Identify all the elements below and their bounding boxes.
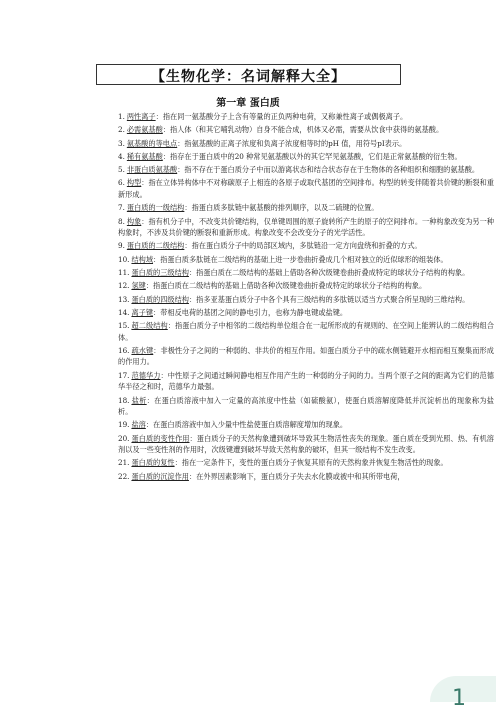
glossary-entry [118, 457, 494, 469]
entry-number: 7. [118, 203, 125, 213]
entry-number: 4. [118, 151, 125, 161]
glossary-entry [118, 419, 494, 431]
glossary-entry [118, 307, 494, 319]
entry-definition: ：带相反电荷的基团之间的静电引力，也称为静电键或盐键。 [153, 307, 348, 317]
entry-definition: ：指蛋白质分子中相邻的二级结构单位组合在一起所形成的有规则的、在空间上能辨认的二级结构组合体。 [118, 321, 494, 342]
entry-term: 蛋白质的沉淀作用 [131, 471, 189, 481]
glossary-entry [118, 164, 494, 176]
chapter-heading: 第一章 蛋白质 [216, 98, 280, 109]
entry-term: 氢键 [131, 281, 146, 291]
entry-term: 两性离子 [126, 112, 156, 121]
glossary-entry [118, 395, 494, 418]
entry-definition: ：指在一定条件下，变性的蛋白质分子恢复其原有的天然构象并恢复生物活性的现象。 [174, 458, 448, 468]
glossary-entry [118, 177, 494, 200]
entry-definition: ：指蛋白质多肽链中氨基酸的排列顺序，以及二硫键的位置。 [184, 203, 379, 213]
entry-number: 11. [118, 267, 130, 277]
entry-definition: ：非极性分子之间的一种弱的、非共价的相互作用。如蛋白质分子中的疏水侧链避开水相而相互聚集而形成的作用力。 [118, 345, 494, 367]
entry-term: 范德华力 [131, 370, 161, 380]
entry-definition: ：在蛋白质溶液中加入少量中性盐使蛋白质溶解度增加的现象。 [145, 420, 348, 430]
entry-term: 疏水键 [131, 345, 154, 355]
entry-number: 17. [118, 370, 130, 380]
glossary-entry [118, 138, 494, 150]
entry-number: 13. [118, 294, 130, 304]
title-box [96, 64, 401, 85]
page-number: 1 [452, 686, 466, 711]
entry-definition: ：蛋白质分子的天然构象遭到破坏导致其生物活性丧失的现象。蛋白质在受到光照、热、有机溶剂以及一些变性剂的作用时，次级键遭到破坏导致天然构象的破坏，但其一级结构不发生改变。 [118, 433, 494, 455]
glossary-entry [118, 280, 494, 292]
entry-number: 2. [118, 125, 125, 135]
entry-number: 1. [118, 112, 125, 121]
entry-term: 蛋白质的二级结构 [126, 241, 185, 251]
entry-term: 蛋白质的四级结构 [131, 294, 189, 304]
entry-term: 蛋白质的三级结构 [131, 267, 189, 277]
glossary-entry [118, 370, 494, 393]
entry-term: 蛋白质的复性 [131, 458, 175, 468]
entry-definition: ：指蛋白质多肽链在二级结构的基础上进一步卷曲折叠成几个相对独立的近似球形的组装体。 [153, 254, 448, 264]
glossary-entry [118, 345, 494, 368]
glossary-entry [118, 267, 494, 279]
glossary-entry [118, 471, 494, 483]
glossary-list [118, 111, 494, 484]
glossary-entry [118, 433, 494, 456]
entry-number: 12. [118, 281, 130, 291]
glossary-entry [118, 202, 494, 214]
entry-definition: ：指氨基酸的正离子浓度和负离子浓度相等时的pH 值，用符号pI表示。 [177, 138, 407, 148]
entry-term: 蛋白质的变性作用 [131, 433, 190, 443]
entry-number: 10. [118, 254, 130, 264]
glossary-entry [118, 240, 494, 252]
entry-definition: ：指在蛋白质分子中的局部区域内，多肽链沿一定方向盘绕和折叠的方式。 [184, 241, 422, 251]
entry-number: 14. [118, 307, 130, 317]
entry-term: 构象 [126, 216, 142, 226]
entry-definition: ：指人体（和其它哺乳动物）自身不能合成，机体又必需，需要从饮食中获得的氨基酸。 [162, 125, 444, 135]
glossary-entry [118, 294, 494, 306]
entry-definition: ：指蛋白质在二级结构的基础上借助各种次级键卷曲折叠成特定的球状分子结构的构象。 [188, 267, 470, 277]
entry-number: 19. [118, 420, 130, 430]
entry-number: 22. [118, 471, 130, 481]
entry-term: 超二级结构 [131, 321, 168, 331]
glossary-entry [118, 151, 494, 163]
entry-number: 20. [118, 433, 130, 443]
glossary-entry [118, 124, 494, 136]
entry-number: 3. [118, 138, 125, 148]
entry-definition: ：指在立体异构体中不对称碳原子上相连的各原子或取代基团的空间排布。构型的转变伴随着共价键的断裂和重新形成。 [118, 178, 494, 199]
entry-number: 5. [118, 165, 125, 175]
entry-term: 盐析 [131, 395, 147, 405]
entry-definition: ：指不存在于蛋白质分子中而以游离状态和结合状态存在于生物体的各种组织和细胞的氨基酸。 [177, 165, 480, 175]
document-title: 【生物化学：名词解释大全】 [151, 69, 346, 85]
entry-number: 6. [118, 178, 125, 188]
entry-term: 必需氨基酸 [126, 125, 163, 135]
entry-definition: ：指在同一氨基酸分子上含有等量的正负两种电荷，又称兼性离子或偶极离子。 [155, 112, 408, 121]
glossary-entry [118, 320, 494, 343]
entry-term: 构型 [126, 178, 142, 188]
entry-definition: ：在外界因素影响下，蛋白质分子失去水化膜或被中和其所带电荷， [188, 471, 405, 481]
entry-definition: ：指蛋白质在二级结构的基础上借助各种次级键卷曲折叠成特定的球状分子结构的构象。 [145, 281, 427, 291]
entry-term: 结构域 [131, 254, 154, 264]
entry-number: 21. [118, 458, 130, 468]
entry-definition: ：指多亚基蛋白质分子中各个具有三级结构的多肽链以适当方式聚合所呈现的三维结构。 [188, 294, 470, 304]
glossary-entry [118, 111, 494, 123]
entry-definition: ：指存在于蛋白质中的20 种常见氨基酸以外的其它罕见氨基酸，它们是正常氨基酸的衍生物。 [162, 151, 462, 161]
entry-term: 非蛋白质氨基酸 [126, 165, 178, 175]
entry-definition: ：指有机分子中，不改变共价键结构，仅单键周围的原子旋转所产生的原子的空间排布。一种构象改变为另一种构象时，不涉及共价键的断裂和重新形成。构象改变不会改变分子的光学活性。 [118, 216, 494, 238]
glossary-entry [118, 216, 494, 239]
entry-definition: ：在蛋白质溶液中加入一定量的高浓度中性盐（如硫酸氨），使蛋白质溶解度降低并沉淀析出的现象称为盐析。 [118, 395, 494, 417]
entry-number: 8. [118, 216, 125, 226]
entry-number: 16. [118, 345, 130, 355]
entry-term: 稀有氨基酸 [126, 151, 163, 161]
entry-term: 盐溶 [131, 420, 146, 430]
entry-term: 蛋白质的一级结构 [126, 203, 185, 213]
entry-term: 氨基酸的等电点 [126, 138, 178, 148]
entry-definition: ：中性原子之间通过瞬间静电相互作用产生的一种弱的分子间的力。当两个原子之间的距离为它们的范德华半径之和时，范德华力最强。 [118, 370, 494, 392]
entry-number: 18. [118, 395, 130, 405]
entry-term: 离子键 [131, 307, 154, 317]
entry-number: 15. [118, 321, 130, 331]
entry-number: 9. [118, 241, 125, 251]
glossary-entry [118, 254, 494, 266]
